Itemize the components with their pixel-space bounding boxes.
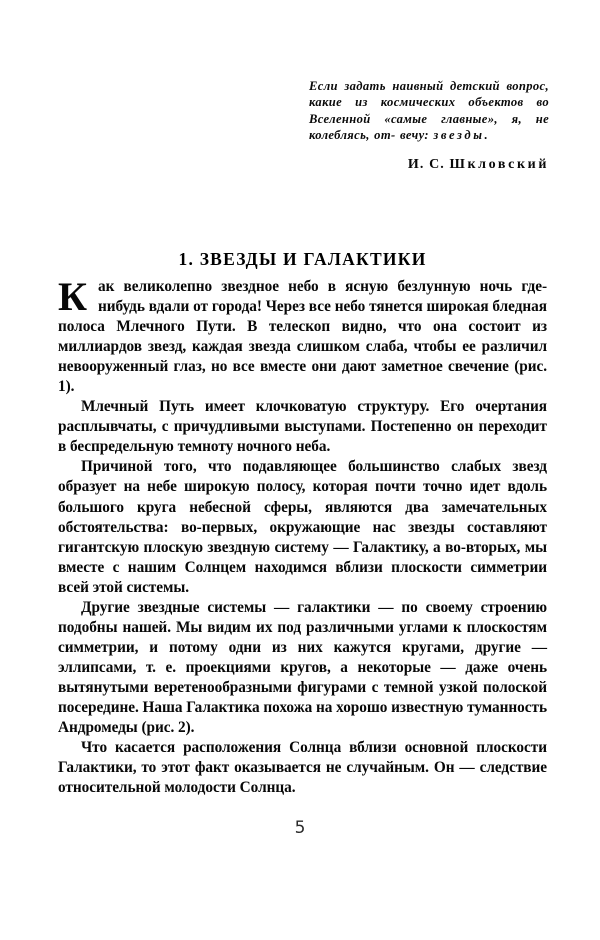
- page-number: 5: [294, 818, 306, 838]
- epigraph-line-5-prefix: вечу:: [400, 128, 434, 143]
- epigraph-block: [309, 78, 549, 173]
- epigraph-attribution: [309, 157, 549, 173]
- paragraph-4: Другие звездные системы — галактики — по своему строению подобны нашей. Мы видим их под различными углами к плоскостям симметрии, и потому одни из них кажутся кругами, другие — эллипсами, т. е. проекциями кругов, а некоторые — даже очень вытянутыми веретенообразными фигурами с темной узкой полоской посередине. Наша Галактика похожа на хорошо известную туманность Андромеды (рис. 2).: [58, 598, 547, 737]
- attribution-surname: Шкловский: [449, 156, 549, 172]
- drop-cap-letter: К: [58, 274, 87, 319]
- epigraph-line-1: Если задать наивный детский: [309, 79, 500, 93]
- paragraph-3: Причиной того, что подавляющее большинство слабых звезд образует на небе широкую полосу, которая почти точно идет вдоль большого круга небесной сферы, являются два замечательных обстоятельства: во-первых, окружающие нас звезды составляют гигантскую плоскую звездную систему — Галактику, а во-вторых, мы вместе с нашим Солнцем находимся вблизи плоскости симметрии всей этой системы.: [58, 458, 547, 596]
- epigraph-line-4: главные», я, не колеблясь, от-: [309, 111, 550, 143]
- paragraph-5: Что касается расположения Солнца вблизи основной плоскости Галактики, то этот факт оказывается не случайным. Он — следствие относительной молодости Солнца.: [58, 739, 547, 797]
- epigraph-line-3: объектов во Вселенной «самые: [309, 95, 549, 126]
- paragraph-2: Млечный Путь имеет клочковатую структуру. Его очертания расплывчаты, с причудливыми выступами. Постепенно он переходит в беспредельную темноту ночного неба.: [58, 398, 547, 456]
- epigraph-text: [309, 78, 549, 144]
- body-text-column: [58, 274, 547, 798]
- paragraph-1: [58, 274, 547, 397]
- epigraph-line-5-emphasis: звезды.: [433, 128, 491, 143]
- paragraph-1-text: ак великолепно звездное небо в ясную безлунную ночь где-нибудь вдали от города! Через все небо тянется широкая бледная полоса Млечного Пути. В телескоп видно, что она состоит из миллиардов звезд, каждая звезда слишком слаба, чтобы ее различил невооруженный глаз, но все вместе они дают заметное свечение (рис. 1).: [58, 278, 547, 396]
- attribution-initials: И. С.: [407, 156, 450, 172]
- epigraph-line-2: вопрос, какие из космических: [309, 79, 549, 110]
- section-heading: 1. ЗВЕЗДЫ И ГАЛАКТИКИ: [178, 249, 427, 269]
